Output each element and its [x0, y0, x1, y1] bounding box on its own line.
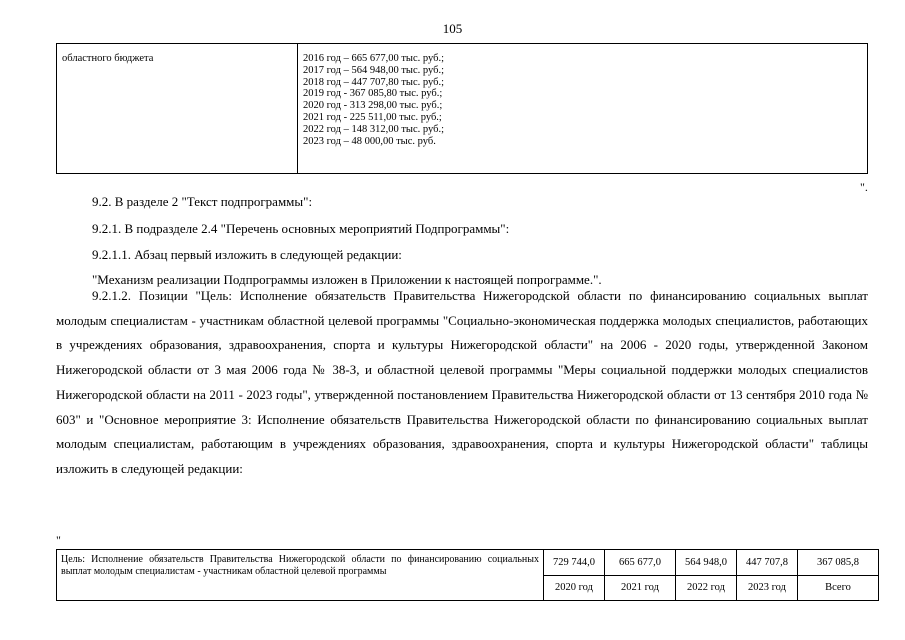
goal-description-cell: Цель: Исполнение обязательств Правительства Нижегородской области по финансированию социальных выплат молодым специалистам - участникам областной целевой программы — [57, 550, 544, 601]
budget-line: 2022 год – 148 312,00 тыс. руб.; — [303, 123, 444, 135]
budget-source-cell: областного бюджета — [57, 44, 298, 174]
paragraph-9-2-1-1: 9.2.1.1. Абзац первый изложить в следующей редакции: — [92, 247, 402, 262]
opening-quote-mark: " — [56, 533, 61, 547]
budget-table — [56, 43, 868, 174]
value-cell-total: 367 085,8 — [798, 550, 879, 576]
budget-line: 2016 год – 665 677,00 тыс. руб.; — [303, 53, 444, 64]
paragraph-9-2-1-2-block — [56, 284, 868, 482]
year-header-cell: 2022 год — [676, 575, 737, 601]
budget-line: 2020 год - 313 298,00 тыс. руб.; — [303, 100, 443, 112]
budget-line: 2023 год – 48 000,00 тыс. руб. — [303, 135, 436, 147]
year-header-cell: 2023 год — [737, 575, 798, 601]
closing-quote-mark: ". — [860, 180, 868, 194]
year-header-cell: 2020 год — [544, 575, 605, 601]
year-header-cell: 2021 год — [605, 575, 676, 601]
goal-financing-table — [56, 549, 879, 601]
page-number: 105 — [442, 21, 463, 36]
budget-years-cell — [298, 44, 868, 174]
budget-line: 2018 год – 447 707,80 тыс. руб.; — [303, 76, 444, 88]
budget-line: 2017 год – 564 948,00 тыс. руб.; — [303, 64, 444, 76]
value-cell: 665 677,0 — [605, 550, 676, 576]
paragraph-9-2-1: 9.2.1. В подразделе 2.4 "Перечень основных мероприятий Подпрограммы": — [92, 221, 510, 236]
paragraph-mechanism: "Механизм реализации Подпрограммы изложен в Приложении к настоящей попрограмме.". — [92, 272, 602, 287]
budget-line: 2019 год - 367 085,80 тыс. руб.; — [303, 88, 443, 100]
value-cell: 564 948,0 — [676, 550, 737, 576]
paragraph-9-2-1-2: 9.2.1.2. Позиции "Цель: Исполнение обязательств Правительства Нижегородской области по финансированию социальных выплат молодым специалистам - участникам областной целевой программы "Социально-экономическая поддержка молодых специалистов, работающих в учреждениях образования, здравоохранения, спорта и культуры Нижегородской области" на 2006 - 2020 годы, утвержденной Законом Нижегородской области от 3 мая 2006 года № 38-З, и областной целевой программы "Меры социальной поддержки молодых специалистов Нижегородской области на 2011 - 2023 годы", утвержденной постановлением Правительства Нижегородской области от 13 сентября 2010 года № 603" и "Основное мероприятие 3: Исполнение обязательств Правительства Нижегородской области по финансированию социальных выплат молодым специалистам, работающим в учреждениях образования, здравоохранения, спорта и культуры Нижегородской области" таблицы изложить в следующей редакции: — [56, 288, 868, 476]
value-cell: 729 744,0 — [544, 550, 605, 576]
paragraph-9-2: 9.2. В разделе 2 "Текст подпрограммы": — [92, 194, 313, 209]
budget-line: 2021 год - 225 511,00 тыс. руб.; — [303, 111, 442, 123]
value-cell: 447 707,8 — [737, 550, 798, 576]
total-header-cell: Всего — [798, 575, 879, 601]
